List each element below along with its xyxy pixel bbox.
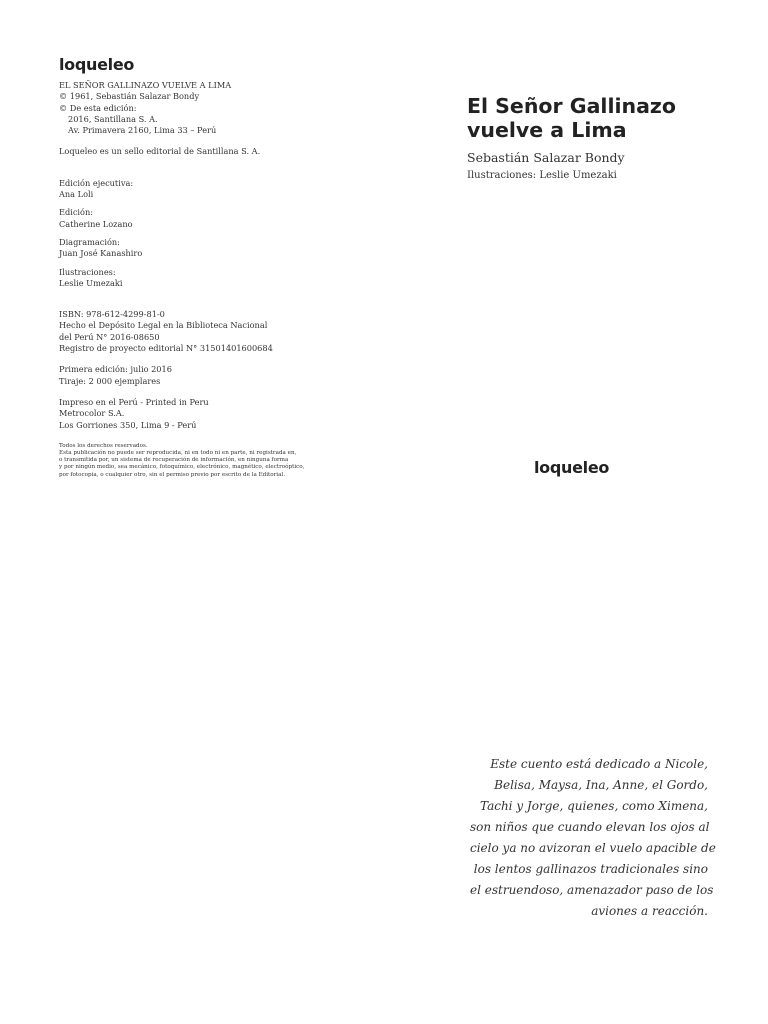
publisher-address: Av. Primavera 2160, Lima 33 – Perú [68, 125, 217, 136]
role-label: Ilustraciones: [59, 266, 116, 277]
print-run: Tiraje: 2 000 ejemplares [59, 375, 161, 386]
logo-text: loqueleo [59, 55, 135, 74]
book-author: Sebastián Salazar Bondy [467, 150, 625, 165]
illustrator-credit: Ilustraciones: Leslie Umezaki [467, 170, 617, 181]
rights-line: Todos los derechos reservados. [59, 442, 148, 449]
legal-deposit-line-2: del Perú N° 2016-08650 [59, 331, 160, 342]
copyright-edition-label: © De esta edición: [59, 102, 137, 113]
publisher-logo [59, 55, 134, 74]
dedication-line: los lentos gallinazos tradicionales sino [473, 862, 708, 876]
dedication [470, 754, 716, 922]
publisher-logo-title-page [534, 458, 609, 477]
dedication-line: el estruendoso, amenazador paso de los [470, 883, 714, 897]
printed-in: Impreso en el Perú - Printed in Peru [59, 396, 209, 407]
rights-line: y por ningún medio, sea mecánico, fotoquímico, electrónico, magnético, electroóptico, [59, 464, 305, 471]
role-editing [59, 207, 339, 230]
editorial-registry: Registro de proyecto editorial N° 31501401600684 [59, 343, 273, 354]
isbn: ISBN: 978-612-4299-81-0 [59, 309, 165, 320]
legal-deposit-line-1: Hecho el Depósito Legal en la Biblioteca Nacional [59, 320, 268, 331]
role-name: Juan José Kanashiro [59, 248, 143, 259]
logo-text: loqueleo [534, 458, 610, 477]
dedication-line: son niños que cuando elevan los ojos al [470, 820, 710, 834]
book-title [467, 94, 757, 142]
dedication-line: Tachi y Jorge, quienes, como Ximena, [480, 799, 708, 813]
dedication-line: Belisa, Maysa, Ina, Anne, el Gordo, [494, 778, 708, 792]
book-title-line-2: vuelve a Lima [467, 118, 627, 142]
role-label: Diagramación: [59, 236, 120, 247]
role-name: Leslie Umezaki [59, 277, 123, 288]
printer: Metrocolor S.A. [59, 408, 125, 419]
imprint-note: Loqueleo es un sello editorial de Santillana S. A. [59, 146, 261, 157]
dedication-line: cielo ya no avizoran el vuelo apacible de [470, 841, 716, 855]
edition-publisher: 2016, Santillana S. A. [68, 113, 158, 124]
printer-address: Los Gorriones 350, Lima 9 - Perú [59, 419, 197, 430]
dedication-line: aviones a reacción. [591, 904, 708, 918]
rights-line: Esta publicación no puede ser reproducida, ni en todo ni en parte, ni registrada en, [59, 450, 297, 457]
role-name: Ana Loli [59, 189, 94, 200]
role-name: Catherine Lozano [59, 218, 133, 229]
copyright-page [59, 80, 339, 479]
credits-title: EL SEÑOR GALLINAZO VUELVE A LIMA [59, 80, 232, 90]
rights-line: por fotocopia, o cualquier otro, sin el permiso previo por escrito de la Editorial. [59, 471, 285, 478]
rights-line: o transmitida por, un sistema de recuperación de información, en ninguna forma [59, 457, 289, 464]
role-label: Edición: [59, 207, 94, 218]
dedication-line: Este cuento está dedicado a Nicole, [490, 757, 708, 771]
role-illustrations [59, 267, 339, 290]
role-layout [59, 237, 339, 260]
book-title-line-1: El Señor Gallinazo [467, 94, 676, 118]
first-edition: Primera edición: julio 2016 [59, 364, 172, 375]
copyright-author: © 1961, Sebastián Salazar Bondy [59, 91, 200, 102]
role-executive-editing [59, 178, 339, 201]
rights-notice [59, 443, 339, 479]
role-label: Edición ejecutiva: [59, 177, 134, 188]
